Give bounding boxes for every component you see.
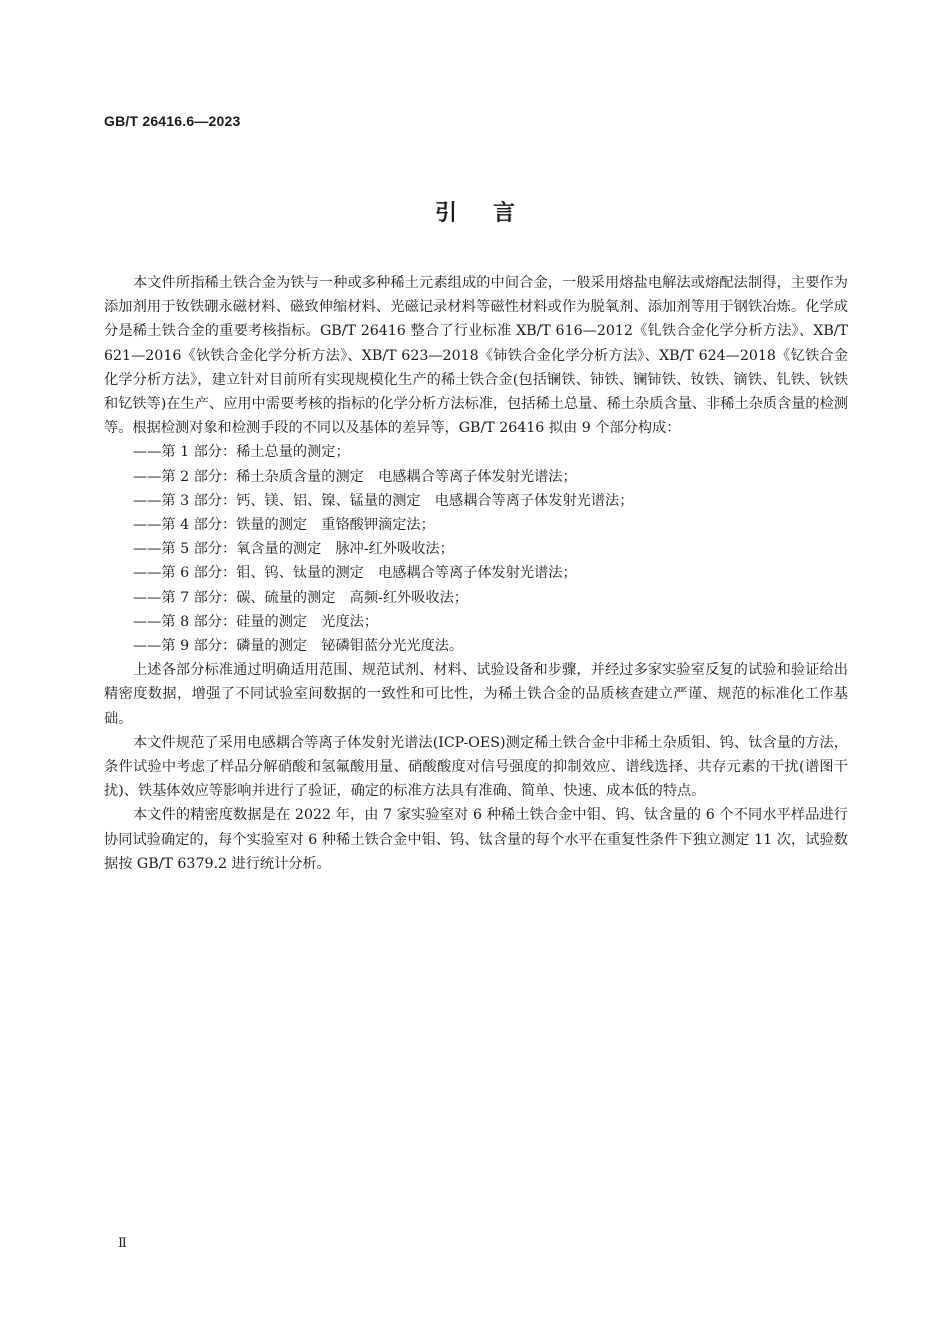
paragraph-standards-basis: 上述各部分标准通过明确适用范围、规范试剂、材料、试验设备和步骤，并经过多家实验室反复的试验和验证给出精密度数据，增强了不同试验室间数据的一致性和可比性，为稀土铁合金的品质核查建立严谨、规范的标准化工作基础。: [104, 662, 848, 727]
page-number: Ⅱ: [118, 1236, 127, 1251]
list-item: ——第 7 部分：碳、硫量的测定 高频-红外吸收法；: [133, 589, 468, 606]
document-body: [104, 271, 848, 876]
paragraph-method-scope: 本文件规范了采用电感耦合等离子体发射光谱法(ICP-OES)测定稀土铁合金中非稀土杂质钼、钨、钛含量的方法，条件试验中考虑了样品分解硝酸和氢氟酸用量、硝酸酸度对信号强度的抑制效应、谱线选择、共存元素的干扰(谱图干扰)、铁基体效应等影响并进行了验证，确定的标准方法具有准确、简单、快速、成本低的特点。: [104, 734, 848, 800]
list-item: ——第 5 部分：氧含量的测定 脉冲-红外吸收法；: [133, 541, 454, 558]
page-title: 引言: [434, 201, 551, 226]
list-item: ——第 4 部分：铁量的测定 重铬酸钾滴定法；: [133, 517, 435, 534]
list-item: ——第 6 部分：钼、钨、钛量的测定 电感耦合等离子体发射光谱法；: [133, 565, 577, 582]
standard-code: GB/T 26416.6—2023: [104, 113, 241, 129]
list-item: ——第 3 部分：钙、镁、铝、镍、锰量的测定 电感耦合等离子体发射光谱法；: [133, 492, 634, 509]
list-item: ——第 2 部分：稀土杂质含量的测定 电感耦合等离子体发射光谱法；: [133, 468, 577, 485]
list-item: ——第 1 部分：稀土总量的测定；: [133, 444, 350, 461]
parts-list: [104, 440, 848, 658]
paragraph-precision-data: 本文件的精密度数据是在 2022 年，由 7 家实验室对 6 种稀土铁合金中钼、钨、钛含量的 6 个不同水平样品进行协同试验确定的，每个实验室对 6 种稀土铁合金中钼、钨、钛含量的每个水平在重复性条件下独立测定 11 次，试验数据按 GB/T 6379.2 进行统计分析。: [104, 807, 848, 872]
list-item: ——第 9 部分：磷量的测定 铋磷钼蓝分光光度法。: [133, 638, 464, 655]
list-item: ——第 8 部分：硅量的测定 光度法；: [133, 613, 379, 630]
intro-paragraph: 本文件所指稀土铁合金为铁与一种或多种稀土元素组成的中间合金，一般采用熔盐电解法或熔配法制得，主要作为添加剂用于钕铁硼永磁材料、磁致伸缩材料、光磁记录材料等磁性材料或作为脱氧剂、添加剂等用于钢铁冶炼。化学成分是稀土铁合金的重要考核指标。GB/T 26416 整合了行业标准 XB/T 616—2012《钆铁合金化学分析方法》、XB/T 621—2016《钬铁合金化学分析方法》、XB/T 623—2018《铈铁合金化学分析方法》、XB/T 624—2018《钇铁合金化学分析方法》，建立针对目前所有实现规模化生产的稀土铁合金(包括镧铁、铈铁、镧铈铁、钕铁、镝铁、钆铁、钬铁和钇铁等)在生产、应用中需要考核的指标的化学分析方法标准，包括稀土总量、稀土杂质含量、非稀土杂质含量的检测等。根据检测对象和检测手段的不同以及基体的差异等，GB/T 26416 拟由 9 个部分构成：: [104, 275, 848, 437]
